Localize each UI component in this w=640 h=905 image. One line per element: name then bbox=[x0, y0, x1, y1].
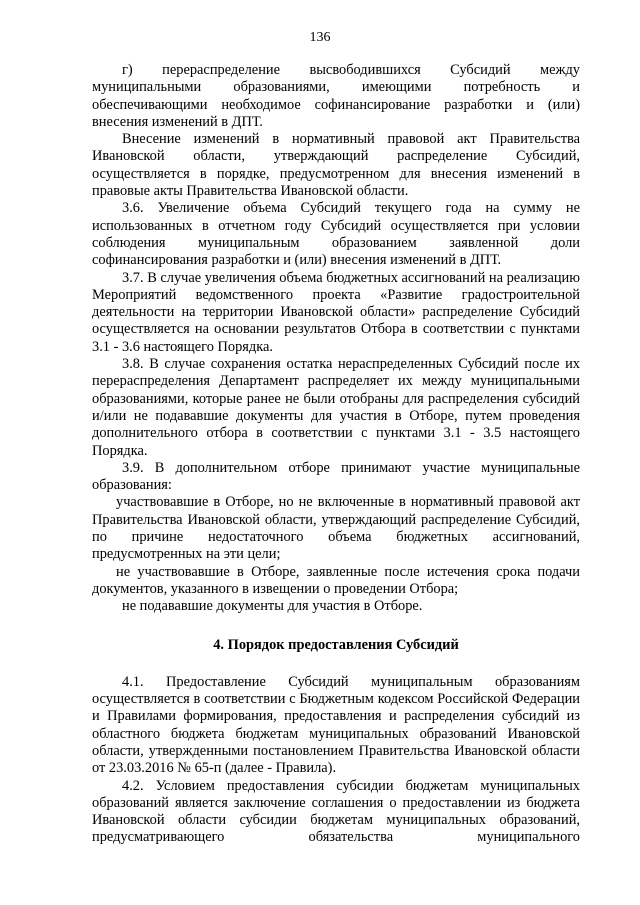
paragraph-4-1: 4.1. Предоставление Субсидий муниципальным образованиям осуществляется в соответствии с Бюджетным кодексом Российской Федерации и Правилами формирования, предоставления и распределения субсидий из областного бюджета бюджетам муниципальных образований Ивановской области, утвержденными постановлением Правительства Ивановской области от 23.03.2016 № 65-п (далее - Правила). bbox=[92, 673, 580, 777]
paragraph-3-9: 3.9. В дополнительном отборе принимают участие муниципальные образования: bbox=[92, 459, 580, 494]
paragraph-3-7: 3.7. В случае увеличения объема бюджетных ассигнований на реализацию Мероприятий ведомственного проекта «Развитие градостроительной деятельности на территории Ивановской области» распределение Субсидий осуществляется на основании результатов Отбора в соответствии с пунктами 3.1 - 3.6 настоящего Порядка. bbox=[92, 269, 580, 355]
paragraph-amendment: Внесение изменений в нормативный правовой акт Правительства Ивановской области, утверждающий распределение Субсидий, осуществляется в порядке, предусмотренном для внесения изменений в правовые акты Правительства Ивановской области. bbox=[92, 131, 580, 200]
section-heading: 4. Порядок предоставления Субсидий bbox=[213, 636, 459, 653]
list-item: не подававшие документы для участия в Отборе. bbox=[122, 598, 423, 615]
page-number: 136 bbox=[309, 30, 331, 45]
paragraph-item-g: г) перераспределение высвободившихся Субсидий между муниципальными образованиями, имеющими потребность и обеспечивающими необходимое софинансирование разработки и (или) внесения изменений в ДПТ. bbox=[92, 62, 580, 130]
paragraph-4-2: 4.2. Условием предоставления субсидии бюджетам муниципальных образований является заключение соглашения о предоставлении из бюджета Ивановской области субсидии бюджетам муниципальных образований, предусматривающего обязательства муниципального bbox=[92, 777, 580, 846]
paragraph-3-6: 3.6. Увеличение объема Субсидий текущего года на сумму не использованных в отчетном году Субсидий осуществляется при условии соблюдения муниципальным образованием заявленной доли софинансирования разработки и (или) внесения изменений в ДПТ. bbox=[92, 200, 580, 269]
document-body bbox=[92, 62, 580, 847]
list-item: участвовавшие в Отборе, но не включенные в нормативный правовой акт Правительства Ивановской области, утверждающий распределение Субсидий, по причине недостаточного объема бюджетных ассигнований, предусмотренных на эти цели; bbox=[92, 494, 580, 563]
paragraph-3-8: 3.8. В случае сохранения остатка нераспределенных Субсидий после их перераспределения Департамент распределяет их между муниципальными образованиями, которые ранее не были отобраны для распределения субсидий и/или не подававшие документы для участия в Отборе, путем проведения дополнительного отбора в соответствии с пунктами 3.1 - 3.5 настоящего Порядка. bbox=[92, 356, 580, 459]
list-item: не участвовавшие в Отборе, заявленные после истечения срока подачи документов, указанного в извещении о проведении Отбора; bbox=[92, 563, 580, 597]
